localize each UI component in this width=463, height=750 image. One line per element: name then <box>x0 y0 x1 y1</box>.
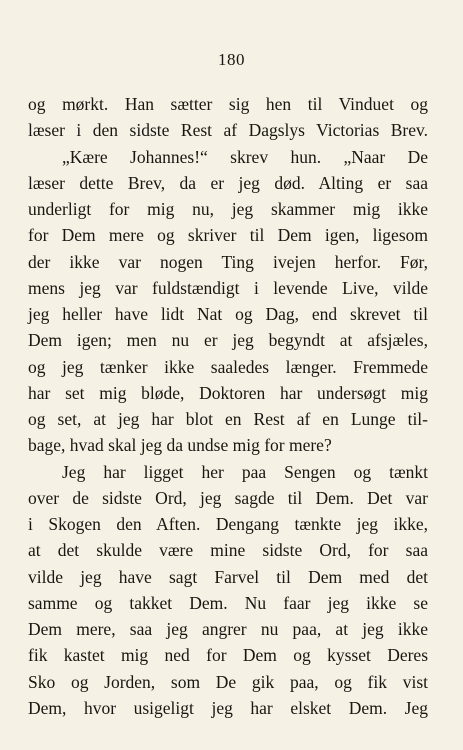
text-line: læser dette Brev, da er jeg død. Alting er saa <box>28 172 428 193</box>
text-line: Dem mere, saa jeg angrer nu paa, at jeg ikke <box>28 619 428 639</box>
text-line: har set mig bløde, Doktoren har undersøgt mig <box>28 382 428 403</box>
text-line: der ikke var nogen Ting ivejen herfor. Før, <box>28 251 428 272</box>
text-line: at det skulde være mine sidste Ord, for saa <box>28 540 428 561</box>
text-line: vilde jeg have sagt Farvel til Dem med det <box>28 566 428 587</box>
text-line: over de sidste Ord, jeg sagde til Dem. Det var <box>28 487 428 508</box>
text-line: samme og takket Dem. Nu faar jeg ikke se <box>28 592 428 613</box>
text-line: for Dem mere og skriver til Dem igen, ligesom <box>28 225 428 246</box>
text-line: jeg heller have lidt Nat og Dag, end skrevet til <box>28 304 428 324</box>
text-line: i Skogen den Aften. Dengang tænkte jeg ikke, <box>28 514 428 534</box>
page-number: 180 <box>218 50 245 69</box>
text-line: Dem igen; men nu er jeg begyndt at afsjæles, <box>28 330 428 351</box>
text-line: Dem, hvor usigeligt jeg har elsket Dem. Jeg <box>28 697 428 718</box>
text-line: bage, hvad skal jeg da undse mig for mere? <box>28 435 332 456</box>
text-line: underligt for mig nu, jeg skammer mig ikke <box>28 199 428 219</box>
text-line: Jeg har ligget her paa Sengen og tænkt <box>62 461 428 482</box>
text-line: læser i den sidste Rest af Dagslys Victorias Brev. <box>28 120 428 141</box>
text-line: Sko og Jorden, som De gik paa, og fik vist <box>28 671 428 692</box>
text-line: fik kastet mig ned for Dem og kysset Deres <box>28 645 428 666</box>
body-text <box>28 91 428 721</box>
text-line: og set, at jeg har blot en Rest af en Lunge til- <box>28 409 428 429</box>
text-line: og mørkt. Han sætter sig hen til Vinduet og <box>28 94 428 114</box>
text-line: mens jeg var fuldstændigt i levende Live, vilde <box>28 277 428 298</box>
text-line: og jeg tænker ikke saaledes længer. Fremmede <box>28 356 428 377</box>
text-line: „Kære Johannes!“ skrev hun. „Naar De <box>62 146 428 167</box>
